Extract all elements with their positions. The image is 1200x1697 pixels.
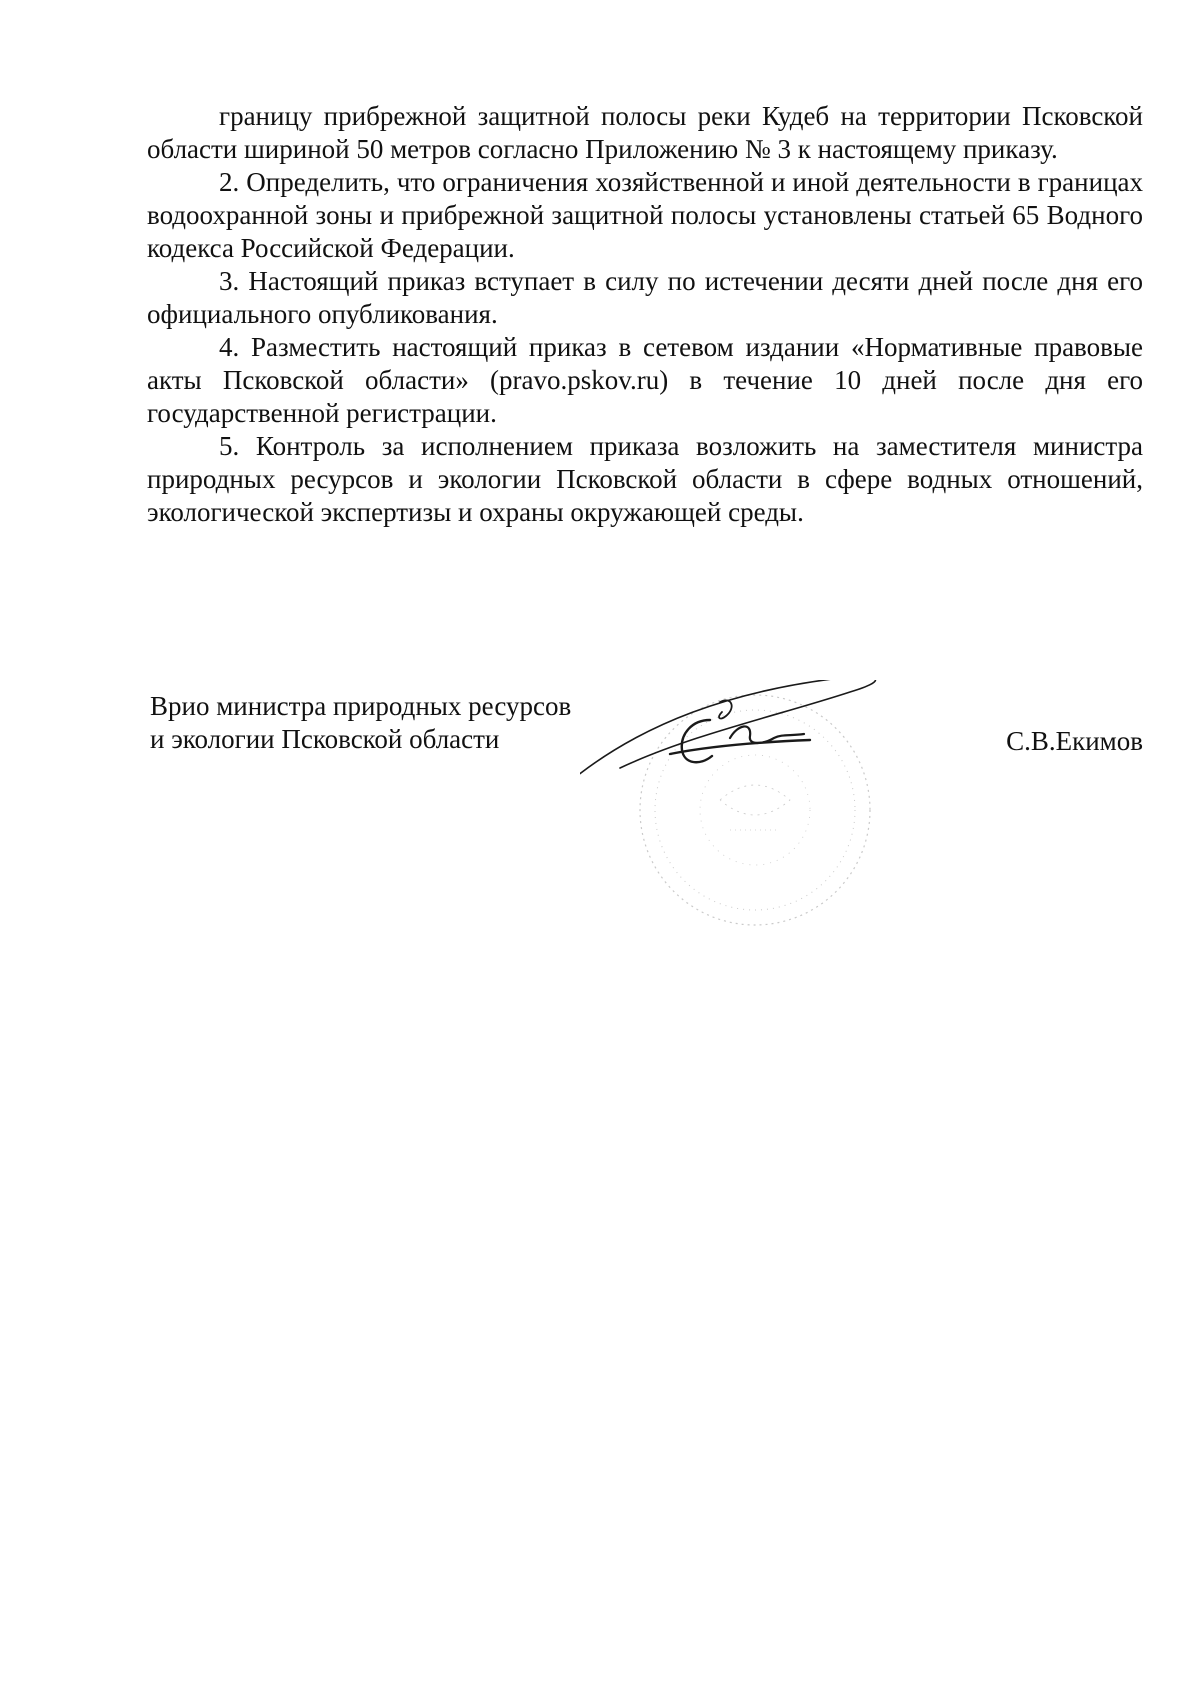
paragraph-item-5: 5. Контроль за исполнением приказа возложить на заместителя министра природных ресурсов и экологии Псковской области в сфере водных отношений, экологической экспертизы и охраны окружающей среды. — [147, 431, 1143, 527]
signer-position-line-1: Врио министра природных ресурсов — [150, 691, 572, 721]
handwritten-signature — [580, 680, 875, 790]
paragraph-continued: границу прибрежной защитной полосы реки Кудеб на территории Псковской области шириной 50 метров согласно Приложению № 3 к настоящему приказу. — [147, 101, 1143, 164]
signer-position-line-2: и экологии Псковской области — [150, 724, 500, 754]
document-body — [147, 100, 1143, 529]
signer-name: С.В.Екимов — [1006, 726, 1143, 756]
official-seal-stamp — [640, 695, 870, 925]
signature-and-seal-image — [580, 680, 970, 970]
signer-position — [150, 690, 610, 756]
paragraph-item-2: 2. Определить, что ограничения хозяйственной и иной деятельности в границах водоохранной зоны и прибрежной защитной полосы установлены статьей 65 Водного кодекса Российской Федерации. — [147, 167, 1143, 263]
paragraph-item-3: 3. Настоящий приказ вступает в силу по истечении десяти дней после дня его официального опубликования. — [147, 266, 1143, 329]
signature-block — [0, 690, 1200, 990]
paragraph-item-4: 4. Разместить настоящий приказ в сетевом издании «Нормативные правовые акты Псковской области» (pravo.pskov.ru) в течение 10 дней после дня его государственной регистрации. — [147, 332, 1143, 428]
